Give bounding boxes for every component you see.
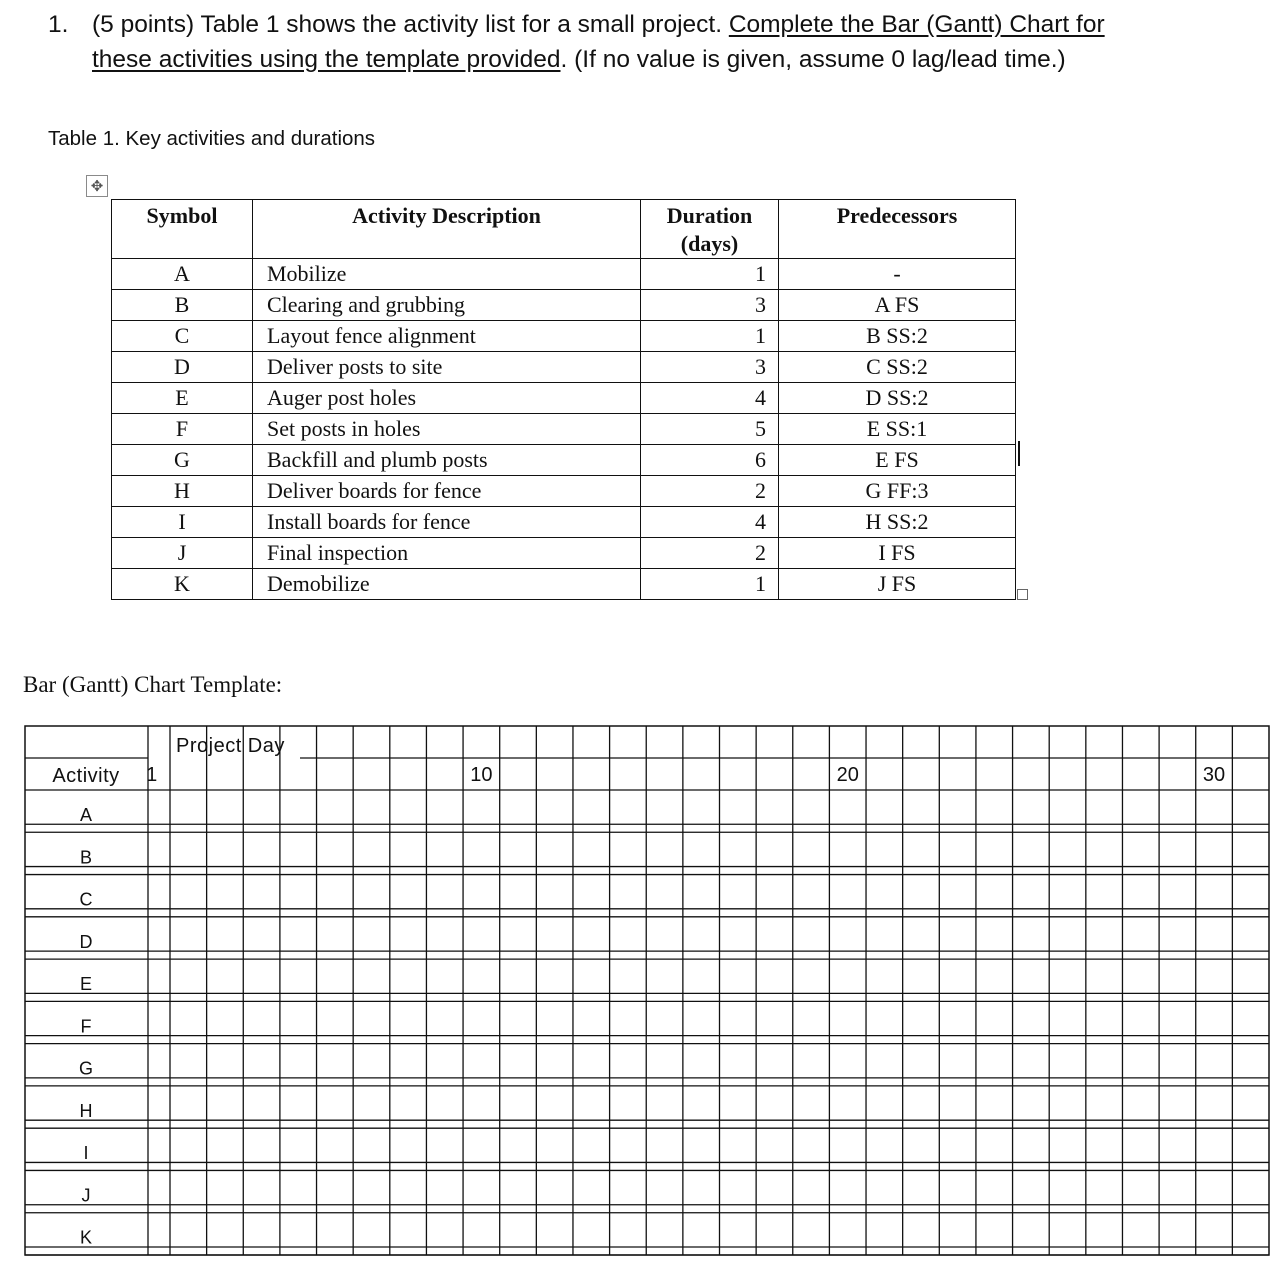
cell-description: Demobilize <box>253 569 641 600</box>
gantt-project-day-label: Project Day <box>176 735 285 757</box>
cell-duration: 4 <box>641 507 779 538</box>
gantt-activity-label: I <box>83 1143 89 1164</box>
cell-symbol: D <box>112 352 253 383</box>
cell-duration: 3 <box>641 352 779 383</box>
cell-duration: 2 <box>641 476 779 507</box>
header-duration-label: Duration (days) <box>666 203 753 256</box>
gantt-activity-label: B <box>79 847 93 868</box>
question-number: 1. <box>48 11 69 38</box>
cell-description: Set posts in holes <box>253 414 641 445</box>
gantt-activity-label: D <box>79 931 93 952</box>
cell-predecessors: - <box>779 259 1016 290</box>
cell-predecessors: E FS <box>779 445 1016 476</box>
cell-predecessors: C SS:2 <box>779 352 1016 383</box>
cell-predecessors: J FS <box>779 569 1016 600</box>
gantt-border <box>25 726 1269 1255</box>
gantt-day-marker: 10 <box>470 764 493 786</box>
table-move-icon[interactable]: ✥ <box>86 175 108 197</box>
question-task: Complete the Bar (Gantt) Chart for these activities using the template provided <box>92 11 1105 73</box>
cell-symbol: K <box>112 569 253 600</box>
cell-predecessors: A FS <box>779 290 1016 321</box>
cell-symbol: A <box>112 259 253 290</box>
cell-description: Clearing and grubbing <box>253 290 641 321</box>
cell-description: Backfill and plumb posts <box>253 445 641 476</box>
gantt-activity-label: C <box>79 889 93 910</box>
cell-duration: 1 <box>641 321 779 352</box>
template-title: Bar (Gantt) Chart Template: <box>23 672 283 697</box>
gantt-activity-label: H <box>79 1100 93 1121</box>
cell-symbol: E <box>112 383 253 414</box>
cell-description: Install boards for fence <box>253 507 641 538</box>
cell-predecessors: H SS:2 <box>779 507 1016 538</box>
table-caption: Table 1. Key activities and durations <box>48 127 376 150</box>
cell-symbol: H <box>112 476 253 507</box>
gantt-day-marker: 1 <box>146 764 158 786</box>
cell-symbol: I <box>112 507 253 538</box>
cell-predecessors: E SS:1 <box>779 414 1016 445</box>
cell-duration: 2 <box>641 538 779 569</box>
cell-description: Final inspection <box>253 538 641 569</box>
gantt-day-marker: 30 <box>1202 764 1226 786</box>
cell-predecessors: I FS <box>779 538 1016 569</box>
cell-symbol: F <box>112 414 253 445</box>
cell-description: Auger post holes <box>253 383 641 414</box>
cell-duration: 6 <box>641 445 779 476</box>
header-description: Activity Description <box>253 200 641 259</box>
gantt-activity-header: Activity <box>52 765 120 787</box>
cell-description: Layout fence alignment <box>253 321 641 352</box>
question-note: . (If no value is given, assume 0 lag/lead time.) <box>560 45 1066 73</box>
cell-predecessors: D SS:2 <box>779 383 1016 414</box>
header-predecessors: Predecessors <box>779 200 1016 259</box>
cell-symbol: J <box>112 538 253 569</box>
gantt-activity-label: G <box>78 1058 94 1079</box>
cell-duration: 1 <box>641 259 779 290</box>
header-symbol: Symbol <box>112 200 253 259</box>
cell-description: Deliver boards for fence <box>253 476 641 507</box>
question-prompt: (5 points) Table 1 shows the activity list for a small project. <box>92 11 729 38</box>
gantt-activity-label: J <box>81 1185 91 1206</box>
gantt-day-marker: 20 <box>836 764 859 786</box>
cell-duration: 1 <box>641 569 779 600</box>
gantt-activity-label: F <box>80 1016 92 1037</box>
gantt-activity-label: K <box>79 1227 93 1248</box>
cell-predecessors: B SS:2 <box>779 321 1016 352</box>
cell-symbol: B <box>112 290 253 321</box>
gantt-activity-label: A <box>79 805 93 825</box>
cell-duration: 3 <box>641 290 779 321</box>
cell-description: Mobilize <box>253 259 641 290</box>
cell-duration: 4 <box>641 383 779 414</box>
cell-description: Deliver posts to site <box>253 352 641 383</box>
cell-duration: 5 <box>641 414 779 445</box>
cell-predecessors: G FF:3 <box>779 476 1016 507</box>
cell-symbol: G <box>112 445 253 476</box>
cell-symbol: C <box>112 321 253 352</box>
gantt-activity-label: E <box>79 974 93 995</box>
